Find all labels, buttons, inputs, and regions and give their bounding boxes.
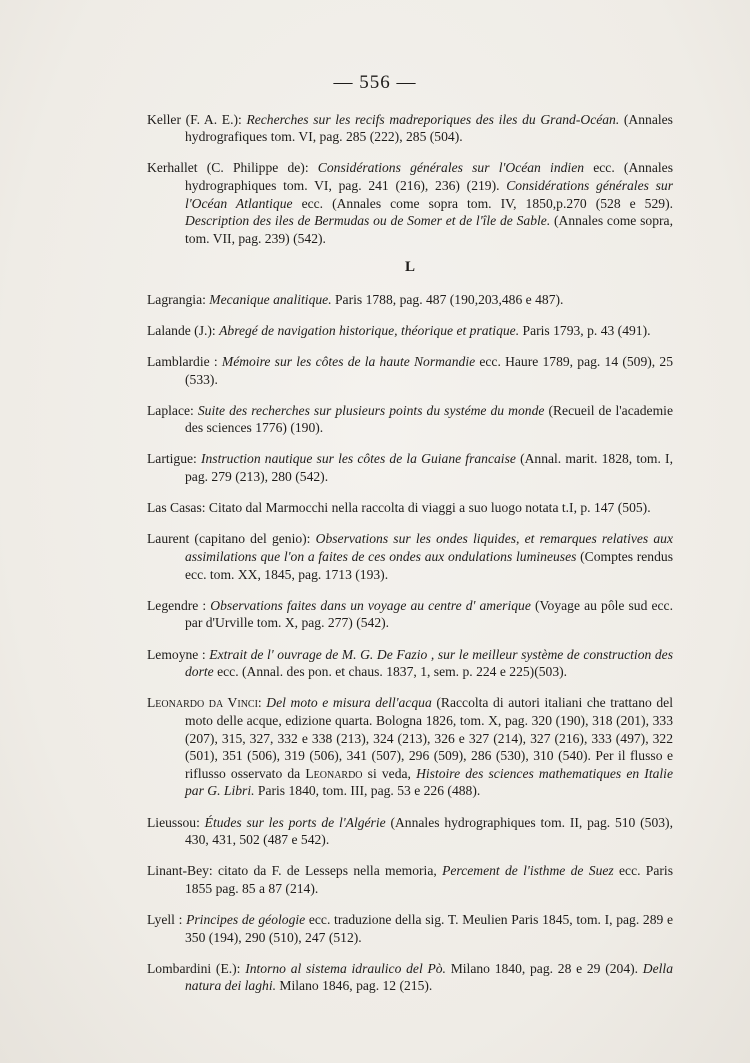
entry-lagrangia: Lagrangia: Mecanique analitique. Paris 1788, pag. 487 (190,203,486 e 487). <box>147 291 564 307</box>
entry-keller: Keller (F. A. E.): Recherches sur les recifs madreporiques des iles du Grand-Océan. (Annales hydrografiques tom. VI, pag. 285 (222), 285 (504). <box>147 111 673 145</box>
entry-leonardo: Leonardo da Vinci: Del moto e misura dell'acqua (Raccolta di autori italiani che trattano del moto delle acque, edizione quarta. Bologna 1826, tom. X, pag. 320 (190), 318 (201), 333 (207), 315, 327, 332 e 338 (213), 324 (213), 326 e 327 (214), 327 (216), 333 (497), 322 (501), 351 (506), 319 (506), 341 (507), 296 (509), 286 (530), 310 (540). Per il flusso e riflusso osservato da Leonardo si veda, Histoire des sciences mathematiques en Italie par G. Libri. Paris 1840, tom. III, pag. 53 e 226 (488). <box>147 695 673 799</box>
entry-las-casas: Las Casas: Citato dal Marmocchi nella raccolta di viaggi a suo luogo notata t.I, p. 147 (505). <box>147 500 651 516</box>
bibliography-list <box>147 97 673 999</box>
entry-lalande: Lalande (J.): Abregé de navigation historique, théorique et pratique. Paris 1793, p. 43 (491). <box>147 322 651 338</box>
entry-lyell: Lyell : Principes de géologie ecc. traduzione della sig. T. Meulien Paris 1845, tom. I, pag. 289 e 350 (194), 290 (510), 247 (512). <box>147 912 674 945</box>
entry-laurent: Laurent (capitano del genio): Observations sur les ondes liquides, et remarques relatives aux assimilations que l'on a faites de ces ondes aux ondulations lumineuses (Comptes rendus ecc. tom. XX, 1845, pag. 1713 (193). <box>147 531 674 582</box>
entry-legendre: Legendre : Observations faites dans un voyage au centre d' amerique (Voyage au pôle sud ecc. par d'Urville tom. X, pag. 277) (542). <box>147 597 673 631</box>
section-heading: L <box>404 259 415 276</box>
entry-kerhallet: Kerhallet (C. Philippe de): Considérations générales sur l'Océan indien ecc. (Annales hydrographiques tom. VI, pag. 241 (216), 236) (219). Considérations générales sur l'Océan Atlantique ecc. (Annales come sopra tom. IV, 1850,p.270 (528 e 529). Description des iles de Bermudas ou de Somer et de l'île de Sable. (Annales come sopra, tom. VII, pag. 239) (542). <box>147 160 673 246</box>
entry-laplace: Laplace: Suite des recherches sur plusieurs points du systéme du monde (Recueil de l'academie des sciences 1776) (190). <box>147 402 673 436</box>
entry-linant-bey: Linant-Bey: citato da F. de Lesseps nella memoria, Percement de l'isthme de Suez ecc. Paris 1855 pag. 85 a 87 (214). <box>147 863 673 896</box>
page-number: — 556 — <box>333 72 417 93</box>
entry-lemoyne: Lemoyne : Extrait de l' ouvrage de M. G. De Fazio , sur le meilleur système de construction des dorte ecc. (Annal. des pon. et chaus. 1837, 1, sem. p. 224 e 225)(503). <box>147 646 673 680</box>
entry-lamblardie: Lamblardie : Mémoire sur les côtes de la haute Normandie ecc. Haure 1789, pag. 14 (509), 25 (533). <box>147 353 674 387</box>
entry-lombardini: Lombardini (E.): Intorno al sistema idraulico del Pò. Milano 1840, pag. 28 e 29 (204). Della natura dei laghi. Milano 1846, pag. 12 (215). <box>147 960 673 994</box>
entry-lartigue: Lartigue: Instruction nautique sur les côtes de la Guiane francaise (Annal. marit. 1828, tom. I, pag. 279 (213), 280 (542). <box>147 451 673 485</box>
entry-lieussou: Lieussou: Études sur les ports de l'Algérie (Annales hydrographiques tom. II, pag. 510 (503), 430, 431, 502 (487 e 542). <box>147 814 673 848</box>
